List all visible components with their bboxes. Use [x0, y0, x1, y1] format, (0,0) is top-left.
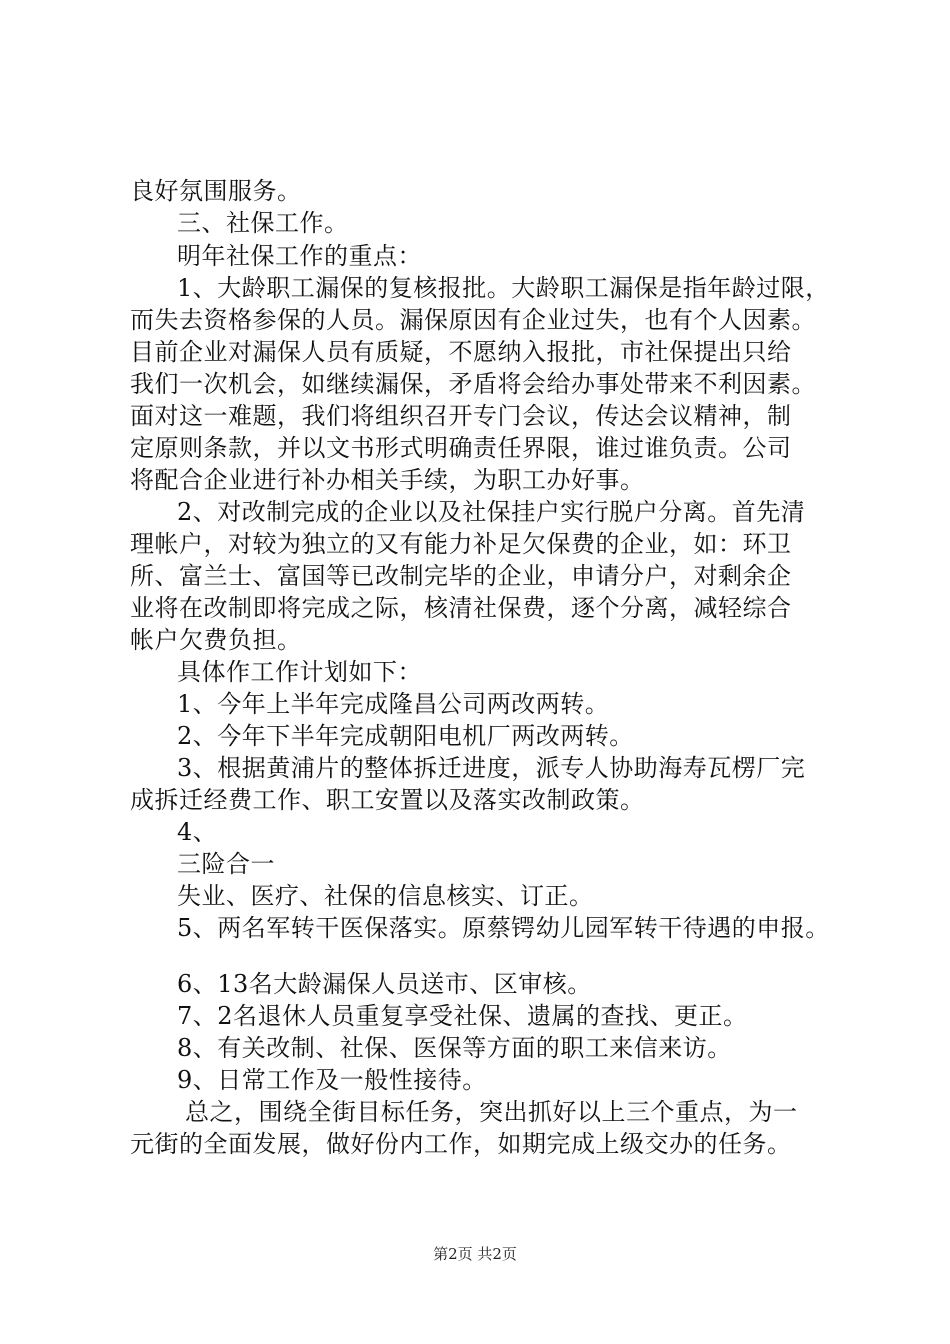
list-item: 2、对改制完成的企业以及社保挂户实行脱户分离。首先清: [177, 498, 806, 526]
paragraph-line: 定原则条款，并以文书形式明确责任界限，谁过谁负责。公司: [130, 434, 792, 462]
paragraph-line: 具体作工作计划如下：: [177, 658, 422, 686]
paragraph-line: 成拆迁经费工作、职工安置以及落实改制政策。: [130, 786, 645, 814]
section-heading: 三、社保工作。: [177, 209, 349, 237]
paragraph-line: 目前企业对漏保人员有质疑，不愿纳入报批，市社保提出只给: [130, 338, 792, 366]
paragraph-line: 失业、医疗、社保的信息核实、订正。: [177, 882, 594, 910]
paragraph-line: 我们一次机会，如继续漏保，矛盾将会给办事处带来不利因素。: [130, 370, 816, 398]
list-item: 5、两名军转干医保落实。原蔡锷幼儿园军转干待遇的申报。: [177, 914, 830, 942]
list-item: 4、: [177, 818, 218, 846]
list-item: 9、日常工作及一般性接待。: [177, 1066, 487, 1094]
paragraph-line: 面对这一难题，我们将组织召开专门会议，传达会议精神，制: [130, 402, 792, 430]
list-item: 7、2名退休人员重复享受社保、遗属的查找、更正。: [177, 1002, 748, 1030]
paragraph-line: 业将在改制即将完成之际，核清社保费，逐个分离，减轻综合: [130, 594, 792, 622]
paragraph-line: 总之，围绕全街目标任务，突出抓好以上三个重点，为一: [185, 1098, 798, 1126]
list-item: 1、大龄职工漏保的复核报批。大龄职工漏保是指年龄过限，: [177, 274, 830, 302]
paragraph-line: 帐户欠费负担。: [130, 626, 302, 654]
page-footer: 第2页 共2页: [433, 1245, 517, 1263]
paragraph-line: 明年社保工作的重点：: [177, 242, 422, 270]
paragraph-line: 元街的全面发展，做好份内工作，如期完成上级交办的任务。: [130, 1130, 792, 1158]
list-item: 2、今年下半年完成朝阳电机厂两改两转。: [177, 722, 634, 750]
list-item: 1、今年上半年完成隆昌公司两改两转。: [177, 690, 610, 718]
list-item: 8、有关改制、社保、医保等方面的职工来信来访。: [177, 1034, 732, 1062]
list-item: 6、13名大龄漏保人员送市、区审核。: [177, 970, 592, 998]
paragraph-line: 所、富兰士、富国等已改制完毕的企业，申请分户，对剩余企: [130, 562, 792, 590]
paragraph-line: 良好氛围服务。: [130, 177, 302, 205]
paragraph-line: 理帐户，对较为独立的又有能力补足欠保费的企业，如：环卫: [130, 530, 792, 558]
paragraph-line: 而失去资格参保的人员。漏保原因有企业过失，也有个人因素。: [130, 306, 816, 334]
paragraph-line: 三险合一: [177, 850, 275, 878]
paragraph-line: 将配合企业进行补办相关手续，为职工办好事。: [130, 466, 645, 494]
list-item: 3、根据黄浦片的整体拆迁进度，派专人协助海寿瓦楞厂完: [177, 754, 806, 782]
